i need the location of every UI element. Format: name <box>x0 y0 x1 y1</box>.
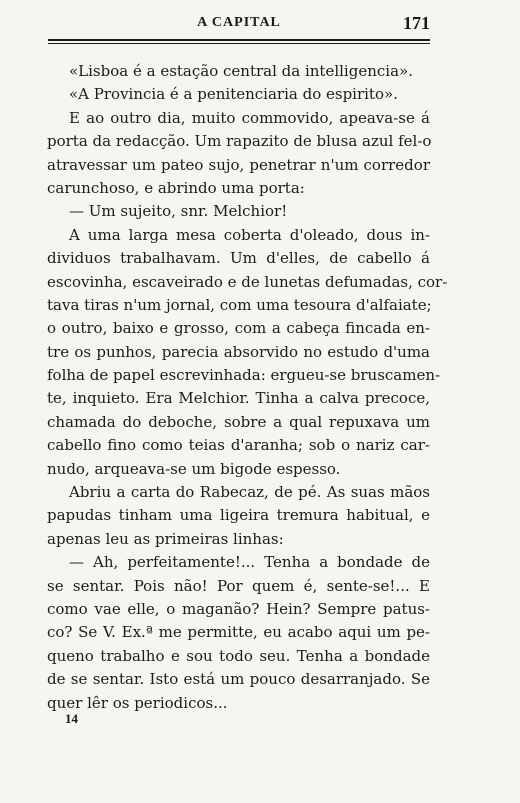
page-number: 171 <box>403 13 430 33</box>
text-line: Abriu a carta do Rabecaz, de pé. As suas mãos <box>69 483 430 502</box>
page-header <box>48 15 430 37</box>
text-line: tre os punhos, parecia absorvido no estudo d'uma <box>47 342 430 361</box>
signature-mark: 14 <box>65 711 78 726</box>
text-line: como vae elle, o maganão? Hein? Sempre patus- <box>47 599 430 618</box>
body-text <box>47 60 448 715</box>
text-line: folha de papel escrevinhada: ergueu-se bruscamen- <box>47 366 441 385</box>
text-line: carunchoso, e abrindo uma porta: <box>47 178 305 197</box>
text-line: co? Se V. Ex.ª me permitte, eu acabo aqui um pe- <box>47 623 430 642</box>
text-line: dividuos trabalhavam. Um d'elles, de cabello á <box>47 249 430 268</box>
text-line: chamada do deboche, sobre a qual repuxava um <box>47 412 430 431</box>
text-line: de se sentar. Isto está um pouco desarranjado. Se <box>47 670 430 689</box>
text-line: A uma larga mesa coberta d'oleado, dous in- <box>69 225 430 244</box>
text-line: — Ah, perfeitamente!... Tenha a bondade de <box>69 553 430 572</box>
text-line: atravessar um pateo sujo, penetrar n'um corredor <box>47 155 430 174</box>
text-line: se sentar. Pois não! Por quem é, sente-se!... E <box>47 576 430 595</box>
text-line: escovinha, escaveirado e de lunetas defumadas, cor- <box>47 272 448 291</box>
text-line: quer lêr os periodicos... <box>47 693 228 712</box>
header-rule <box>48 39 430 41</box>
text-line: queno trabalho e sou todo seu. Tenha a bondade <box>47 646 430 665</box>
text-line: «Lisboa é a estação central da intelligencia». <box>69 62 413 80</box>
text-line: nudo, arqueava-se um bigode espesso. <box>47 459 341 478</box>
header-rule-thin <box>48 43 430 44</box>
text-line: tava tiras n'um jornal, com uma tesoura d'alfaiate; <box>47 295 432 314</box>
text-line: cabello fino como teias d'aranha; sob o nariz car- <box>47 436 430 455</box>
text-line: papudas tinham uma ligeira tremura habitual, e <box>47 506 430 525</box>
text-line: te, inquieto. Era Melchior. Tinha a calva precoce, <box>47 389 430 408</box>
text-line: «A Provincia é a penitenciaria do espirito». <box>69 85 398 104</box>
text-line: apenas leu as primeiras linhas: <box>47 529 284 548</box>
running-title: A CAPITAL <box>197 15 281 30</box>
text-line: E ao outro dia, muito commovido, apeava-se á <box>69 108 430 127</box>
text-line: o outro, baixo e grosso, com a cabeça fincada en- <box>47 319 430 338</box>
text-line: — Um sujeito, snr. Melchior! <box>69 202 288 221</box>
text-line: porta da redacção. Um rapazito de blusa azul fel-o <box>47 132 432 151</box>
